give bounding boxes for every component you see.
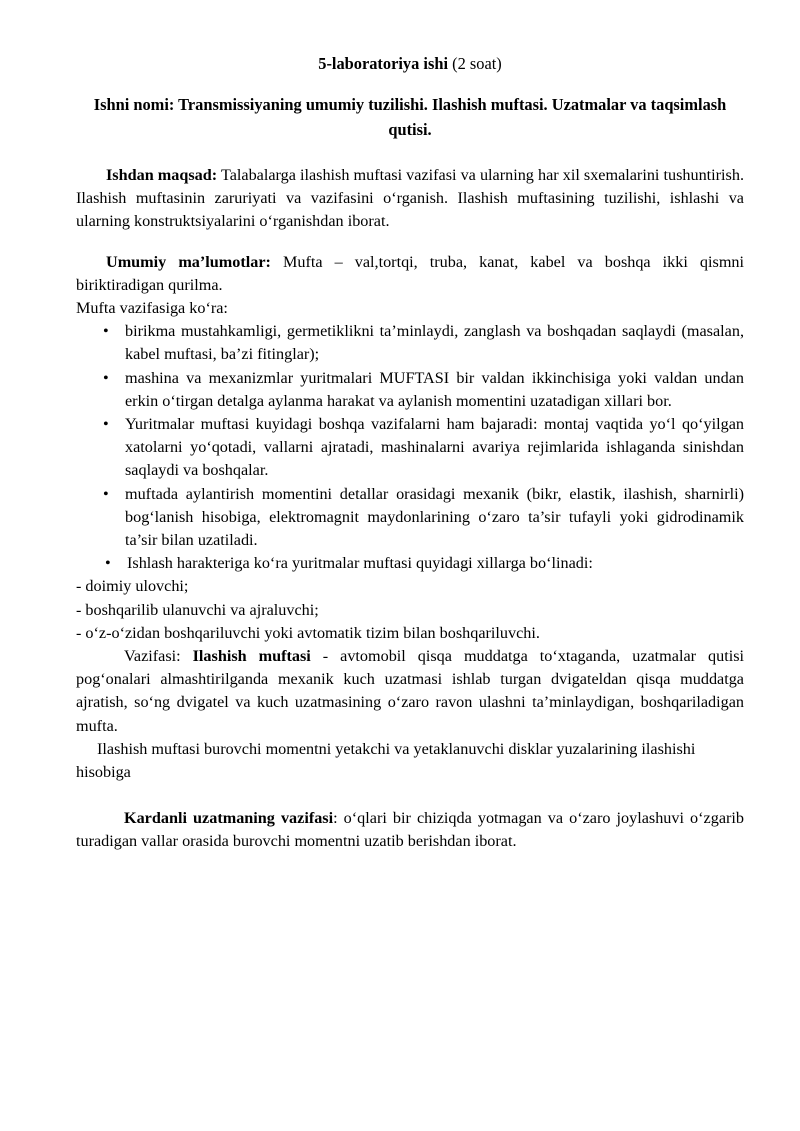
purpose-paragraph	[76, 164, 744, 234]
vazifasi-lead: Vazifasi:	[124, 647, 193, 666]
bullet-icon: •	[103, 415, 109, 434]
bullet-icon: •	[105, 554, 111, 573]
kardanli-label: Kardanli uzatmaning vazifasi	[124, 809, 334, 828]
ilashish-note: Ilashish muftasi burovchi momentni yetakchi va yetaklanuvchi disklar yuzalarining ilashishi hisobiga	[76, 739, 696, 782]
vazifasi-paragraph	[76, 645, 744, 738]
bullet-icon: •	[103, 368, 109, 387]
dash-item: - boshqarilib ulanuvchi va ajraluvchi;	[76, 600, 319, 619]
document-title-bold: 5-laboratoriya ishi	[318, 54, 449, 73]
general-paragraph	[76, 251, 744, 297]
purpose-label: Ishdan maqsad:	[106, 166, 218, 184]
document-title	[76, 52, 744, 75]
list-item-text: mashina va mexanizmlar yuritmalari MUFTASI bir valdan ikkinchisiga yoki valdan undan erkin o‘tirgan detalga aylanma harakat va aylanish momentini uzatadigan xillari bor.	[125, 368, 744, 410]
spacer	[76, 234, 744, 251]
dash-item: - doimiy ulovchi;	[76, 577, 189, 596]
document-title-suffix: (2 soat)	[448, 54, 502, 73]
general-label: Umumiy ma’lumotlar:	[106, 252, 271, 271]
list-item-text: Yuritmalar muftasi kuyidagi boshqa vazifalarni ham bajaradi: montaj vaqtida yo‘l qo‘yilgan xatolarni yo‘qotadi, vallarni ajratadi, mashinalarni avariya rejimlarida ishlaganda sinishdan saqlaydi va boshqalar.	[125, 415, 744, 480]
kardanli-body: : o‘qlari bir chiziqda yotmagan va o‘zaro joylashuvi o‘zgarib turadigan vallar orasida burovchi momentni uzatib berishdan iborat.	[76, 809, 744, 851]
spacer	[76, 784, 744, 807]
list-item	[76, 413, 744, 483]
bullet-icon: •	[103, 322, 109, 341]
general-body: Mufta – val,tortqi, truba, kanat, kabel va boshqa ikki qismni biriktiradigan qurilma.	[76, 252, 744, 294]
vazifasi-body: - avtomobil qisqa muddatga to‘xtaganda, uzatmalar qutisi pog‘onalari almashtirilganda mexanik kuch uzatmasi ishlab turgan dvigateldan qisqa muddatga ajratish, so‘ng dvigatel va kuch uzatmasining o‘zaro ravon ulashni ta’minlaydigan, boshqariladigan mufta.	[76, 647, 745, 735]
list-item-text: birikma mustahkamligi, germetiklikni ta’minlaydi, zanglash va boshqadan saqlaydi (masalan, kabel muftasi, ba’zi fitinglar);	[125, 322, 744, 364]
general-lead-in: Mufta vazifasiga ko‘ra:	[76, 299, 228, 318]
list-item	[76, 320, 744, 366]
list-item-text: muftada aylantirish momentini detallar orasidagi mexanik (bikr, elastik, ilashish, sharnirli) bog‘lanish hisobiga, elektromagnit maydonlarining o‘zaro ta’sir tufayli yoki gidrodinamik ta’sir bilan uzatiladi.	[125, 484, 744, 550]
list-item	[76, 483, 744, 553]
kardanli-paragraph	[76, 807, 744, 853]
document-body	[76, 52, 744, 854]
bullet-icon: •	[103, 484, 109, 503]
list-item	[76, 552, 744, 575]
dash-item: - o‘z-o‘zidan boshqariluvchi yoki avtomatik tizim bilan boshqariluvchi.	[76, 623, 540, 642]
list-item	[76, 367, 744, 413]
list-item-text: Ishlash harakteriga ko‘ra yuritmalar muftasi quyidagi xillarga bo‘linadi:	[127, 554, 593, 573]
vazifasi-label: Ilashish muftasi	[192, 647, 311, 666]
mufta-function-list	[76, 320, 744, 575]
document-subtitle: Ishni nomi: Transmissiyaning umumiy tuzilishi. Ilashish muftasi. Uzatmalar va taqsimlash qutisi.	[93, 95, 727, 139]
purpose-body: Talabalarga ilashish muftasi vazifasi va ularning har xil sxemalarini tushuntirish. Ilashish muftasinin zaruriyati va vazifasini o‘rganish. Ilashish muftasining tuzilishi, ishlashi va ularning konstruktsiyalarini o‘rganishdan iborat.	[76, 166, 744, 231]
